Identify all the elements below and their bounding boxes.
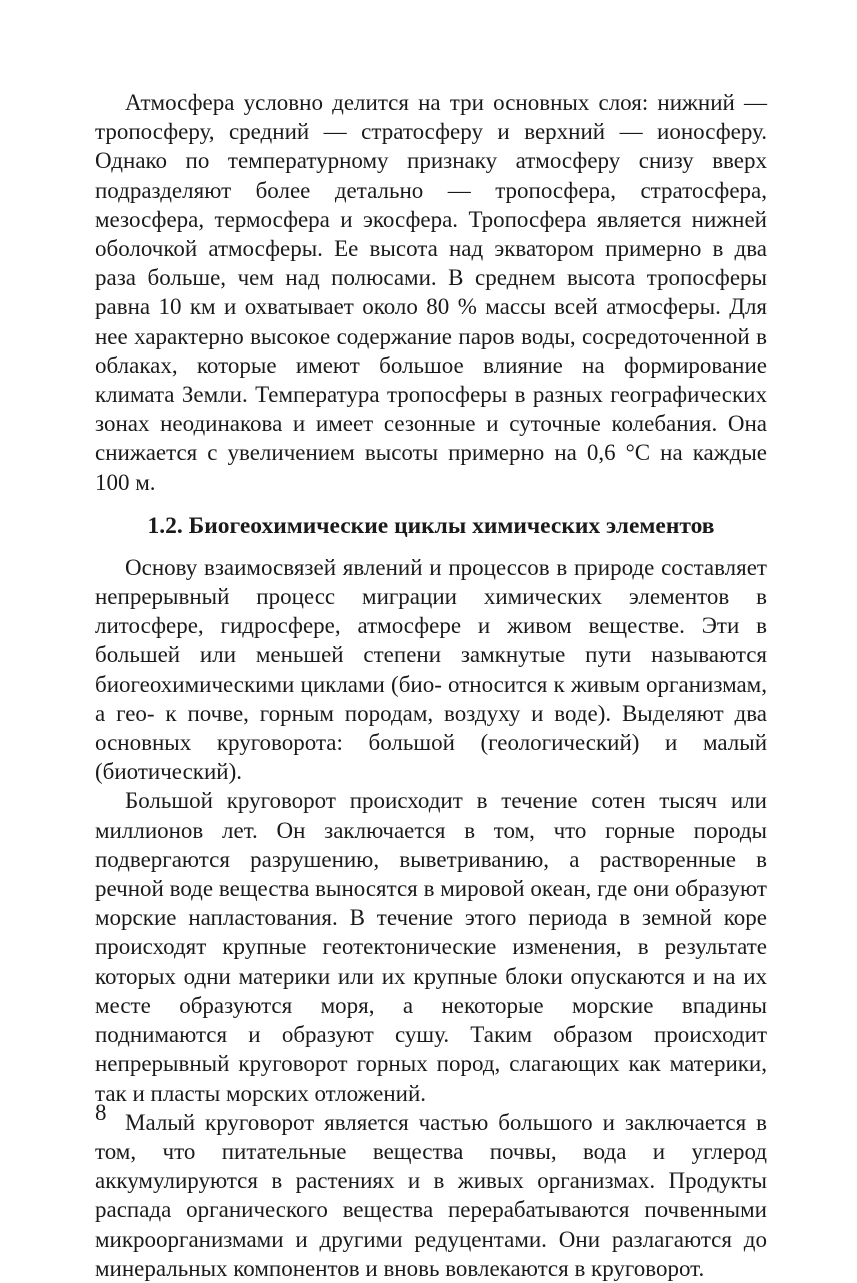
page-body [95, 88, 767, 1283]
section-heading: 1.2. Биогеохимические циклы химических элементов [147, 512, 715, 539]
page-number: 8 [95, 1100, 107, 1125]
paragraph-biogeochemical-cycles: Основу взаимосвязей явлений и процессов в природе составляет непрерывный процесс миграции химических элементов в литосфере, гидросфере, атмосфере и живом веществе. Эти в большей или меньшей степени замкнутые пути называются биогеохимическими циклами (био- относится к живым организмам, а гео- к почве, горным породам, воздуху и воде). Выделяют два основных круговорота: большой (геологический) и малый (биотический). [95, 554, 767, 785]
paragraph-small-cycle: Малый круговорот является частью большого и заключается в том, что питательные вещества почвы, вода и углерод аккумулируются в растениях и в живых организмах. Продукты распада органического вещества перерабатываются почвенными микроорганизмами и другими редуцентами. Они разлагаются до минеральных компонентов и вновь вовлекаются в круговорот. [95, 1109, 767, 1281]
paragraph-large-cycle: Большой круговорот происходит в течение сотен тысяч или миллионов лет. Он заключается в том, что горные породы подвергаются разрушению, выветриванию, а растворенные в речной воде вещества выносятся в мировой океан, где они образуют морские напластования. В течение этого периода в земной коре происходят крупные геотектонические изменения, в результате которых одни материки или их крупные блоки опускаются и на их месте образуются моря, а некоторые морские впадины поднимаются и образуют сушу. Таким образом происходит непрерывный круговорот горных пород, слагающих как материки, так и пласты морских отложений. [95, 788, 767, 1106]
paragraph-atmosphere-layers: Атмосфера условно делится на три основных слоя: нижний — тропосферу, средний — стратосферу и верхний — ионосферу. Однако по температурному признаку атмосферу снизу вверх подразделяют более детально — тропосфера, стратосфера, мезосфера, термосфера и экосфера. Тропосфера является нижней оболочкой атмосферы. Ее высота над экватором примерно в два раза больше, чем над полюсами. В среднем высота тропосферы равна 10 км и охватывает около 80 % массы всей атмосферы. Для нее характерно высокое содержание паров воды, сосредоточенной в облаках, которые имеют большое влияние на формирование климата Земли. Температура тропосферы в разных географических зонах неодинакова и имеет сезонные и суточные колебания. Она снижается с увеличением высоты примерно на 0,6 °С на каждые 100 м. [95, 90, 767, 495]
